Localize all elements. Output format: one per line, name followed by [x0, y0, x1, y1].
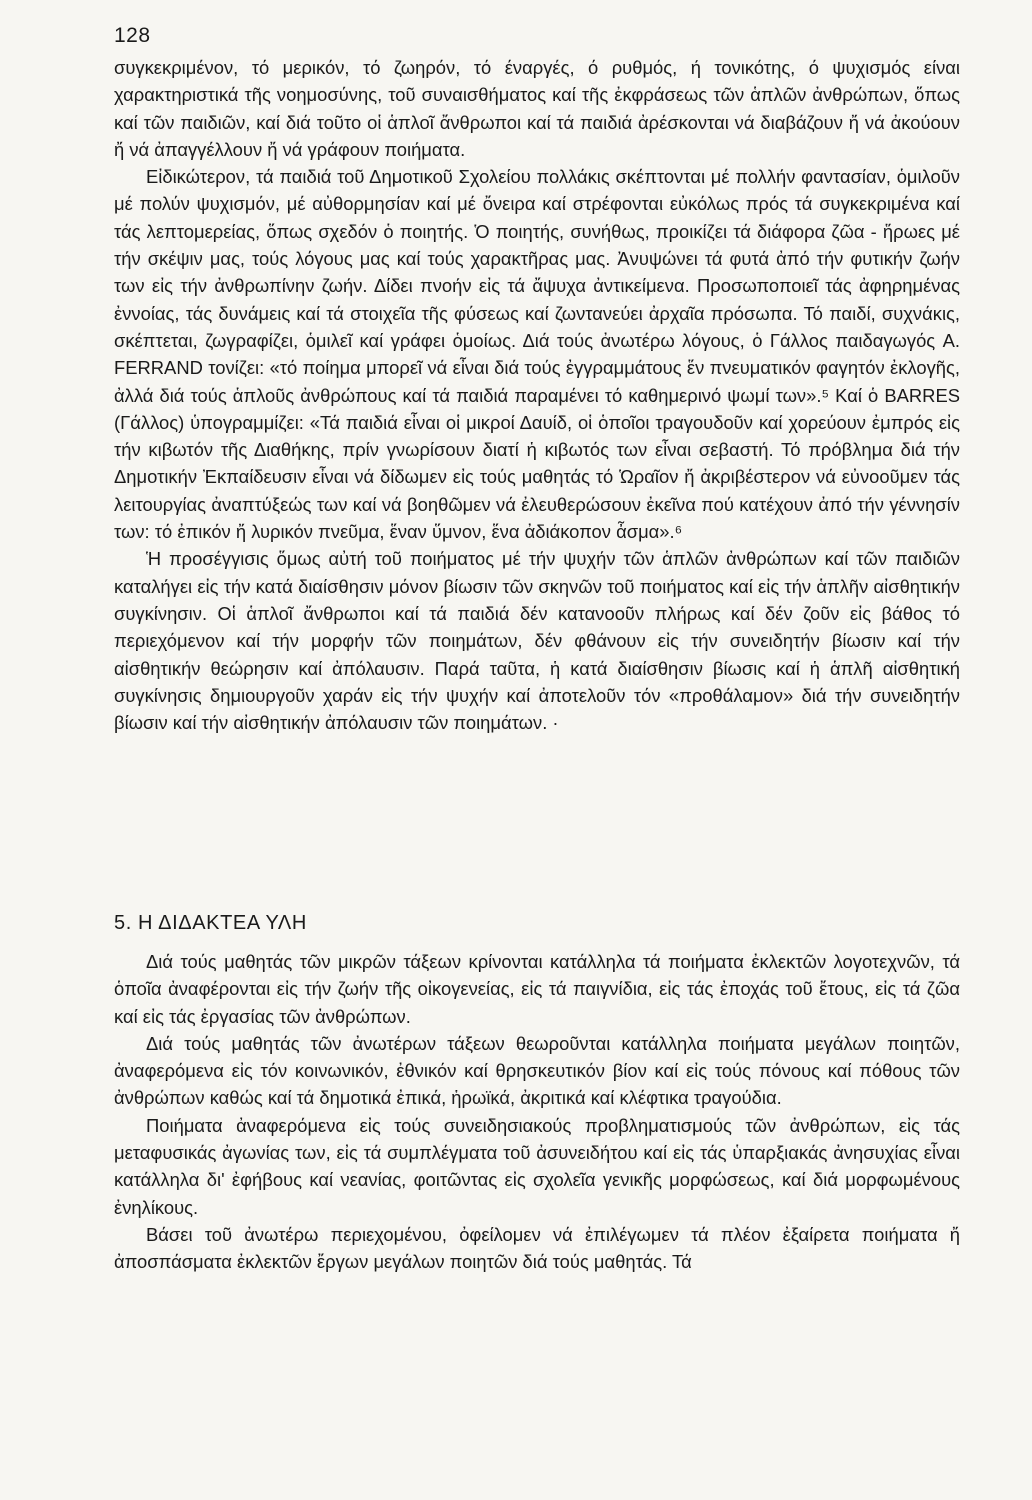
paragraph: Ποιήματα ἀναφερόμενα εἰς τούς συνειδησιακούς προβληματισμούς τῶν ἀνθρώπων, εἰς τάς μεταφυσικάς ἀγωνίας των, εἰς τά συμπλέγματα τοῦ ἀσυνειδήτου καί εἰς τάς ὑπαρξιακάς ἀνησυχίας εἶναι κατάλληλα δι' ἐφήβους καί νεανίας, φοιτῶντας εἰς σχολεῖα γενικῆς μορφώσεως, καί διά μορφωμένους ἐνηλίκους.	[114, 1114, 960, 1218]
paragraph-continuation: συγκεκριμένον, τό μερικόν, τό ζωηρόν, τό έναργές, ό ρυθμός, ή τονικότης, ό ψυχισμός είναι χαρακτηριστικά τῆς νοημοσύνης, τοῦ συναισθήματος καί τῆς ἐκφράσεως τῶν ἁπλῶν ἀνθρώπων, ὅπως καί τῶν παιδιῶν, καί διά τοῦτο οἱ ἁπλοῖ ἄνθρωποι καί τά παιδιά ἀρέσκονται νά διαβάζουν ἤ νά ἀκούουν ἤ νά ἀπαγγέλλουν ἤ νά γράφουν ποιήματα.	[114, 57, 960, 160]
section-heading: 5. Η ΔΙΔΑΚΤΕΑ ΥΛΗ	[114, 912, 307, 934]
page-number: 128	[114, 24, 151, 47]
body-text	[114, 54, 960, 736]
paragraph: Ἡ προσέγγισις ὅμως αὐτή τοῦ ποιήματος μέ τήν ψυχήν τῶν ἁπλῶν ἀνθρώπων καί τῶν παιδιῶν καταλήγει εἰς τήν κατά διαίσθησιν μόνον βίωσιν τῶν σκηνῶν τοῦ ποιήματος καί εἰς τήν ἁπλῆν αἰσθητικήν συγκίνησιν. Οἱ ἁπλοῖ ἄνθρωποι καί τά παιδιά δέν κατανοοῦν πλήρως καί δέν ζοῦν εἰς βάθος τό περιεχόμενον καί τήν μορφήν τῶν ποιημάτων, δέν φθάνουν εἰς τήν συνειδητήν βίωσιν καί τήν αἰσθητικήν θεώρησιν καί ἀπόλαυσιν. Παρά ταῦτα, ἡ κατά διαίσθησιν βίωσις καί ἡ ἁπλῆ αἰσθητική συγκίνησις δημιουργοῦν χαράν εἰς τήν ψυχήν καί ἀποτελοῦν τόν «προθάλαμον» διά τήν συνειδητήν βίωσιν καί τήν αἰσθητικήν ἀπόλαυσιν τῶν ποιημάτων. ·	[114, 548, 960, 734]
paragraph: Εἰδικώτερον, τά παιδιά τοῦ Δημοτικοῦ Σχολείου πολλάκις σκέπτονται μέ πολλήν φαντασίαν, ὁμιλοῦν μέ πολύν ψυχισμόν, μέ αὐθορμησίαν καί μέ ὄνειρα καί στρέφονται εὐκόλως πρός τά συγκεκριμένα καί τάς λεπτομερείας, ὅπως σχεδόν ὁ ποιητής. Ὁ ποιητής, συνήθως, προικίζει τά διάφορα ζῶα - ἥρωες μέ τήν σκέψιν μας, τούς λόγους μας καί τούς χαρακτῆρας μας. Ἀνυψώνει τά φυτά ἀπό τήν φυτικήν ζωήν των εἰς τήν ἀνθρωπίνην ζωήν. Δίδει πνοήν εἰς τά ἄψυχα ἀντικείμενα. Προσωποποιεῖ τάς ἀφηρημένας ἐννοίας, τάς δυνάμεις καί τά στοιχεῖα τῆς φύσεως καί ζωντανεύει ἀρχαῖα πρόσωπα. Τό παιδί, συχνάκις, σκέπτεται, ζωγραφίζει, ὁμιλεῖ καί γράφει ὁμοίως. Διά τούς ἀνωτέρω λόγους, ὁ Γάλλος παιδαγωγός A. FERRAND τονίζει: «τό ποίημα μπορεῖ νά εἶναι διά τούς ἐγγραμμάτους ἕν πνευματικόν φαγητόν ἐκλογῆς, ἀλλά διά τούς ἁπλοῦς ἀνθρώπους καί τά παιδιά παραμένει τό καθημερινό ψωμί των».⁵ Καί ὁ BARRES (Γάλλος) ὑπογραμμίζει: «Τά παιδιά εἶναι οἱ μικροί Δαυίδ, οἱ ὁποῖοι τραγουδοῦν καί χορεύουν ἐμπρός εἰς τήν κιβωτόν τῆς Διαθήκης, πρίν γνωρίσουν διατί ἡ κιβωτός των εἶναι σεβαστή. Τό πρόβλημα διά τήν Δημοτικήν Ἐκπαίδευσιν εἶναι νά δίδωμεν εἰς τούς μαθητάς τό Ὡραῖον ἤ ἀκριβέστερον νά εὐνοοῦμεν τάς λειτουργίας ἀναπτύξεώς των καί νά βοηθῶμεν νά ἐλευθερώσουν ἐκεῖνα πού κατέχουν ἀπό τήν γέννησίν των: τό ἐπικόν ἤ λυρικόν πνεῦμα, ἕναν ὕμνον, ἕνα ἀδιάκοπον ἆσμα».⁶	[114, 166, 960, 543]
paragraph: Βάσει τοῦ ἀνωτέρω περιεχομένου, ὀφείλομεν νά ἐπιλέγωμεν τά πλέον ἐξαίρετα ποιήματα ἤ ἀποσπάσματα ἐκλεκτῶν ἔργων μεγάλων ποιητῶν διά τούς μαθητάς. Τά	[114, 1223, 960, 1273]
section-body	[114, 948, 960, 1276]
paragraph: Διά τούς μαθητάς τῶν ἀνωτέρων τάξεων θεωροῦνται κατάλληλα ποιήματα μεγάλων ποιητῶν, ἀναφερόμενα εἰς τόν κοινωνικόν, ἐθνικόν καί θρησκευτικόν βίον καί εἰς τούς πόνους καί πόθους τῶν ἀνθρώπων καθώς καί τά δημοτικά ἐπικά, ἡρωϊκά, ἀκριτικά καί κλέφτικα τραγούδια.	[114, 1032, 960, 1109]
paragraph: Διά τούς μαθητάς τῶν μικρῶν τάξεων κρίνονται κατάλληλα τά ποιήματα ἐκλεκτῶν λογοτεχνῶν, τά ὁποῖα ἀναφέρονται εἰς τήν ζωήν τῆς οἰκογενείας, εἰς τά παιγνίδια, εἰς τάς ἐποχάς τοῦ ἔτους, εἰς τά ζῶα καί εἰς τάς ἐργασίας τῶν ἀνθρώπων.	[114, 951, 960, 1027]
